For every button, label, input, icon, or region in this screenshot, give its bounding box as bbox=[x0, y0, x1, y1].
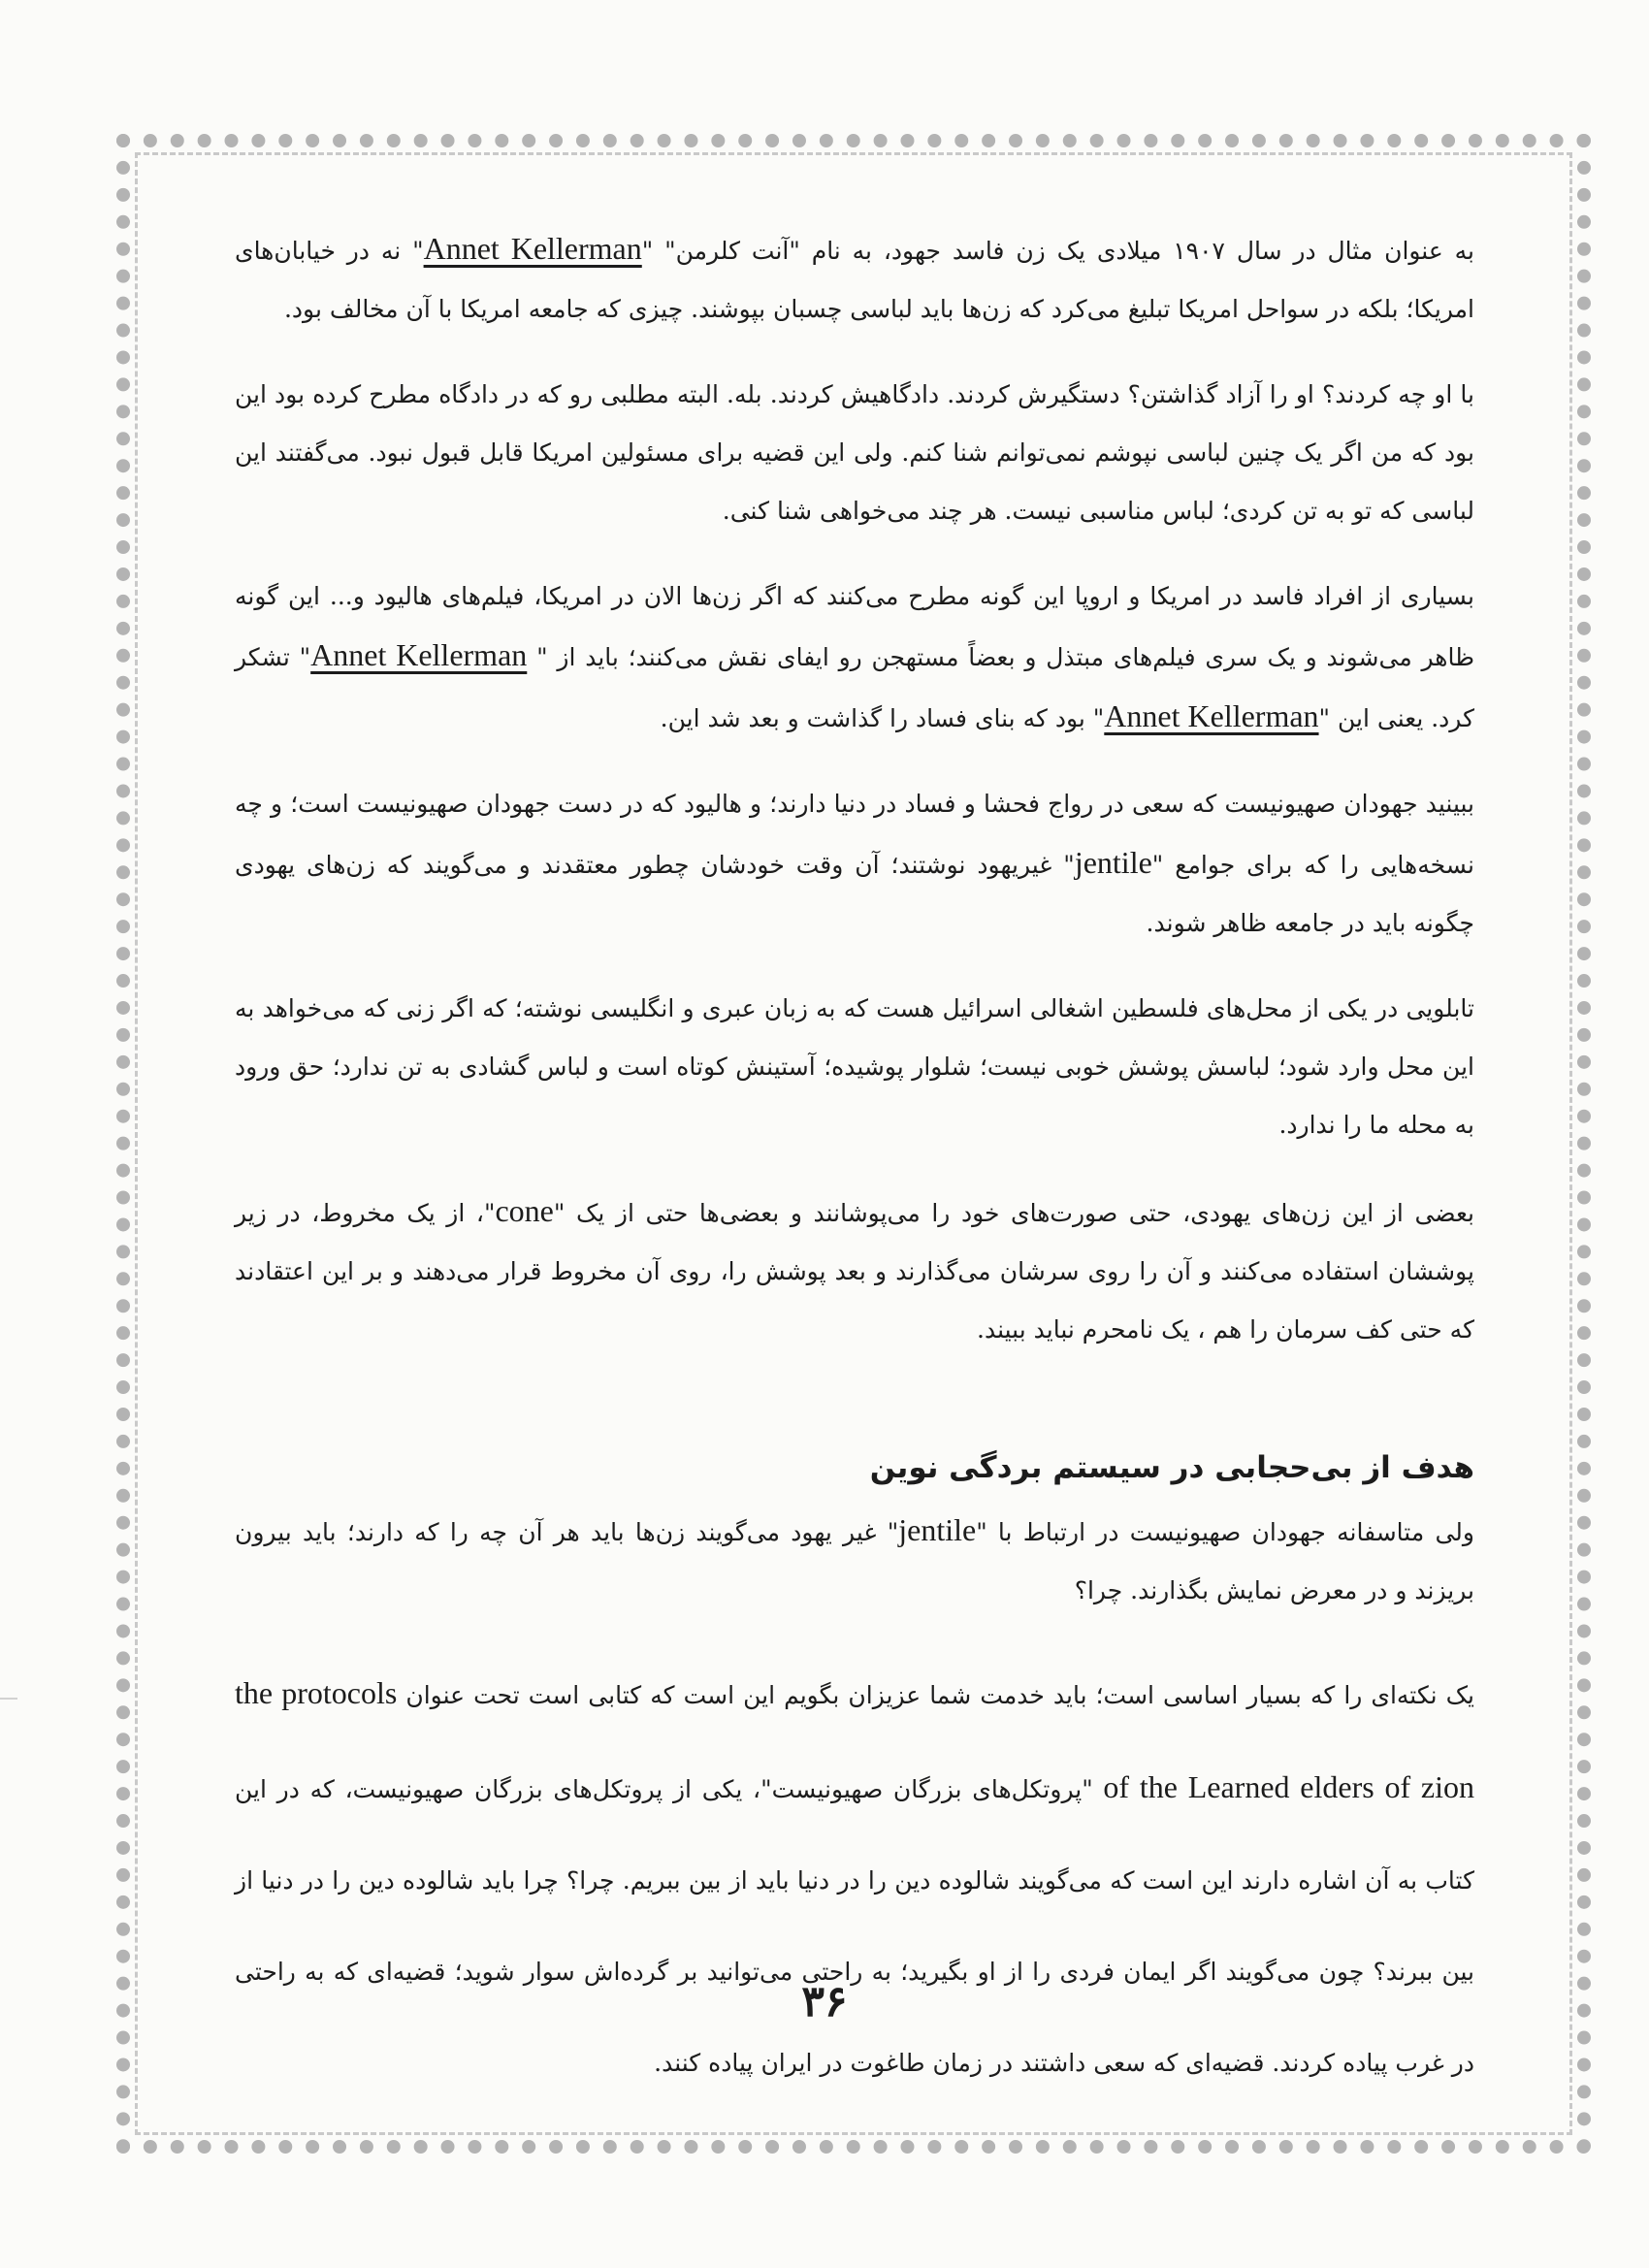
page-body bbox=[235, 219, 1474, 2136]
paragraph-sign: تابلویی در یکی از محل‌های فلسطین اشغالی اسرائیل هست که به زبان عبری و انگلیسی نوشته؛ که اگر زنی که می‌خواهد به این محل وارد شود؛ لباسش پوشش خوبی نیست؛ شلوار پوشیده؛ آستینش کوتاه است و لباس گشادی به تن ندارد؛ حق ورود به محله ما را ندارد. bbox=[235, 994, 1474, 1139]
paragraph-arrest: با او چه کردند؟ او را آزاد گذاشتن؟ دستگیرش کردند. دادگاهیش کردند. بله. البته مطلبی رو که در دادگاه مطرح کرده بود این بود که من اگر یک چنین لباسی نپوشم نمی‌توانم شنا کنم. ولی این قضیه برای مسئولین امریکا قابل قبول نبود. می‌گفتند این لباسی که تو به تن کردی؛ لباس مناسبی نیست. هر چند می‌خواهی شنا کنی. bbox=[235, 380, 1474, 525]
paragraph-protocols: یک نکته‌ای را که بسیار اساسی است؛ باید خدمت شما عزیزان بگویم این است که کتابی است تحت عنوان the protocols of the Learned elders of zion "پروتکل‌های بزرگان صهیونیست"، یکی از پروتکل‌های بزرگان صهیونیست، که در این کتاب به آن اشاره دارند این است که می‌گویند شالوده دین را در دنیا باید از بین ببریم. چرا؟ چرا باید شالوده دین را در دنیا از بین ببرند؟ چون می‌گویند اگر ایمان فردی را از او بگیرید؛ به راحتی می‌توانید بر گرده‌اش سوار شوید؛ قضیه‌ای که به راحتی در غرب پیاده کردند. قضیه‌ای که سعی داشتند در زمان طاغوت در ایران پیاده کنند. bbox=[235, 1675, 1475, 2077]
paragraph-zionists: ببینید جهودان صهیونیست که سعی در رواج فحشا و فساد در دنیا دارند؛ و هالیود که در دست جهودان صهیونیست است؛ و چه نسخه‌هایی را که برای جوامع "jentile" غیریهود نوشتند؛ آن وقت خودشان چطور معتقدند و می‌گویند که زن‌های یهودی چگونه باید در جامعه ظاهر شوند. bbox=[235, 790, 1475, 937]
latin-term: Annet Kellerman bbox=[310, 637, 528, 672]
latin-term: jentile bbox=[898, 1512, 977, 1547]
latin-term: the protocols of the Learned elders of zion bbox=[235, 1675, 1474, 1804]
paragraph-annet-kellerman: به عنوان مثال در سال ۱۹۰۷ میلادی یک زن فاسد جهود، به نام "آنت کلرمن" "Annet Kellerman" نه در خیابان‌های امریکا؛ بلکه در سواحل امریکا تبلیغ می‌کرد که زن‌ها باید لباسی چسبان بپوشند. چیزی که جامعه امریکا با آن مخالف بود. bbox=[235, 231, 1474, 323]
section-heading: هدف از بی‌حجابی در سیستم بردگی نوین bbox=[869, 1450, 1474, 1485]
page-number: ۳۶ bbox=[801, 1977, 848, 2026]
latin-term: Annet Kellerman bbox=[1104, 698, 1319, 733]
scan-mark bbox=[0, 1698, 17, 1700]
paragraph-jentile: ولی متاسفانه جهودان صهیونیست در ارتباط با "jentile" غیر یهود می‌گویند زن‌ها باید هر آن چه را که دارند؛ باید بیرون بریزند و در معرض نمایش بگذارند. چرا؟ bbox=[235, 1512, 1474, 1604]
paragraph-cone: بعضی از این زن‌های یهودی، حتی صورت‌های خود را می‌پوشانند و بعضی‌ها حتی از یک "cone"، از یک مخروط، در زیر پوششان استفاده می‌کنند و آن را روی سرشان می‌گذارند و بعد پوشش را، روی آن مخروط قرار می‌دهند و بر این اعتقادند که حتی کف سرمان را هم ، یک نامحرم نباید ببیند. bbox=[235, 1193, 1474, 1344]
latin-term: jentile bbox=[1074, 845, 1152, 880]
latin-term: cone bbox=[495, 1193, 554, 1228]
latin-term: Annet Kellerman bbox=[423, 231, 642, 266]
paragraph-hollywood: بسیاری از افراد فاسد در امریکا و اروپا این گونه مطرح می‌کنند که اگر زن‌ها الان در امریکا، فیلم‌های هالیود و... این گونه ظاهر می‌شوند و یک سری فیلم‌های مبتذل و بعضاً مستهجن رو ایفای نقش می‌کنند؛ باید از " Annet Kellerman" تشکر کرد. یعنی این "Annet Kellerman" بود که بنای فساد را گذاشت و بعد شد این. bbox=[235, 582, 1475, 733]
